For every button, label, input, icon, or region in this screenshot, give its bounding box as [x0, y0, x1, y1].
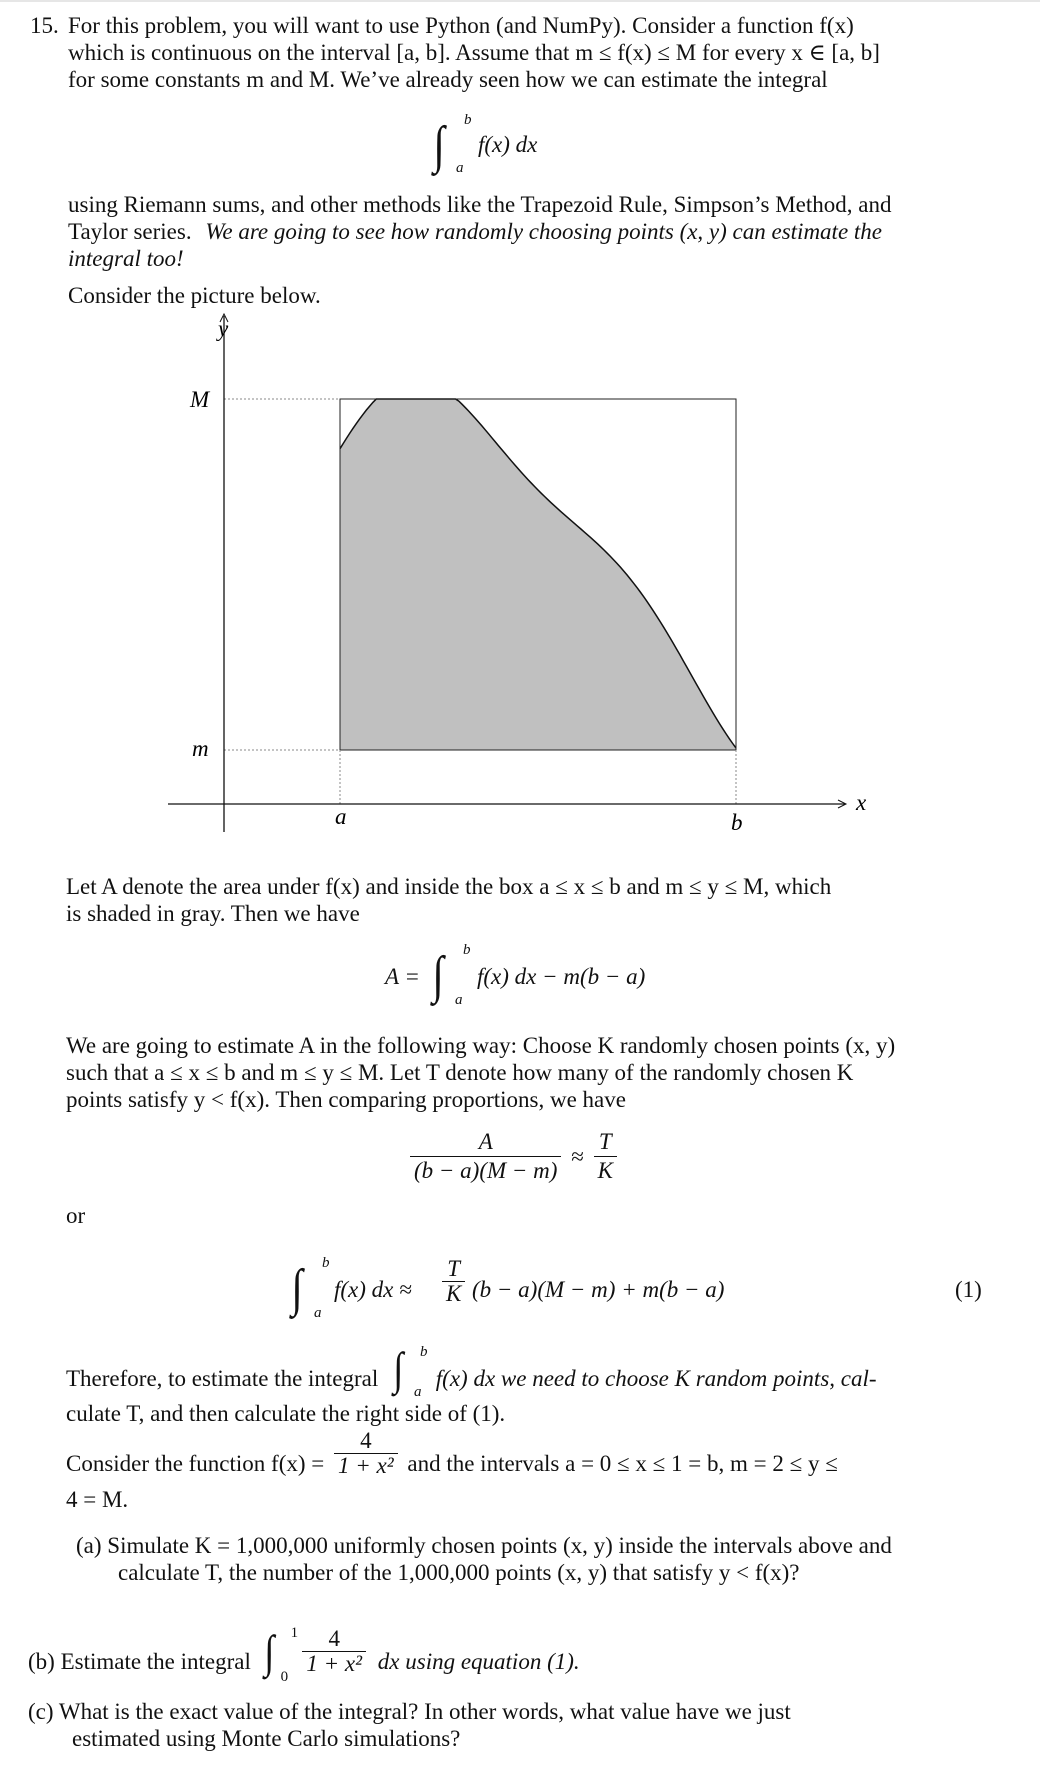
methods-line-3: integral too! [68, 246, 184, 271]
intro-line-3: for some constants m and M. We’ve already seen how we can estimate the integral [68, 67, 828, 92]
function-a: Consider the function f(x) = [66, 1451, 325, 1476]
function-frac-den: 1 + x² [338, 1453, 394, 1479]
fraction-A-num: A [410, 1128, 561, 1157]
therefore-integral-sign: ∫ [393, 1343, 404, 1394]
area-line-1: Let A denote the area under f(x) and inside the box a ≤ x ≤ b and m ≤ y ≤ M, which [66, 874, 832, 899]
integral-sign: ∫ [433, 117, 445, 174]
eq1-upper-limit: b [322, 1255, 330, 1271]
part-b-integral [257, 1625, 299, 1685]
figure [150, 310, 870, 840]
eq1-lhs: f(x) dx ≈ [334, 1277, 412, 1302]
M-label: M [190, 387, 210, 412]
part-b-upper: 1 [290, 1625, 299, 1641]
area-eq-rhs: f(x) dx − m(b − a) [477, 964, 646, 989]
fraction-A-den: (b − a)(M − m) [414, 1158, 558, 1183]
part-b-a: (b) Estimate the integral [28, 1649, 251, 1674]
therefore-integral [384, 1343, 430, 1400]
intro-line-1: For this problem, you will want to use Python (and NumPy). Consider a function f(x) [68, 13, 854, 38]
methods-line-2-b: We are going to see how randomly choosing points (x, y) can estimate the [205, 219, 883, 244]
top-rule [0, 0, 1040, 2]
a-label: a [335, 804, 347, 829]
therefore-lower: a [414, 1384, 422, 1400]
fraction-T-num: T [594, 1128, 617, 1157]
area-upper-limit: b [463, 942, 471, 958]
therefore-line-2: culate T, and then calculate the right side of (1). [66, 1401, 506, 1426]
area-integral-sign: ∫ [432, 947, 444, 1004]
equation-number: (1) [955, 1277, 982, 1302]
methods-line-2-a: Taylor series. [68, 219, 192, 244]
upper-limit: b [464, 112, 472, 128]
eq1-rhs: (b − a)(M − m) + m(b − a) [472, 1277, 725, 1302]
fraction-T [594, 1128, 617, 1185]
shaded-area [340, 399, 736, 750]
therefore-upper: b [420, 1344, 428, 1360]
part-b-integral-sign: ∫ [263, 1626, 275, 1677]
eq1-frac-num: T [442, 1257, 465, 1282]
eq1-frac-den: K [446, 1281, 462, 1306]
approx-sign: ≈ [571, 1143, 584, 1169]
therefore-b: f(x) dx we need to choose K random points, cal- [435, 1366, 877, 1391]
estimate-line-1: We are going to estimate A in the following way: Choose K randomly chosen points (x, y) [66, 1033, 896, 1058]
integrand: f(x) dx [478, 132, 538, 157]
proportion-equation [410, 1128, 617, 1185]
part-b-fraction [302, 1627, 366, 1676]
fraction-A [410, 1128, 561, 1185]
eq1-fraction [442, 1257, 465, 1306]
estimate-line-3: points satisfy y < f(x). Then comparing proportions, we have [66, 1087, 626, 1112]
fraction-T-den: K [597, 1158, 613, 1183]
function-line-1 [66, 1428, 838, 1479]
function-frac-num: 4 [334, 1429, 398, 1454]
methods-line-2 [68, 218, 882, 245]
area-equation [385, 940, 705, 1010]
part-b-frac-den: 1 + x² [306, 1651, 363, 1677]
area-eq-lhs: A = [385, 964, 420, 989]
part-b-frac-num: 4 [302, 1627, 366, 1652]
therefore-a: Therefore, to estimate the integral [66, 1366, 379, 1391]
problem-number: 15. [30, 13, 59, 38]
y-label: y [218, 316, 229, 341]
estimate-line-2: such that a ≤ x ≤ b and m ≤ y ≤ M. Let T denote how many of the randomly chosen K [66, 1060, 854, 1085]
function-line-2: 4 = M. [66, 1487, 129, 1512]
part-b-lower: 0 [280, 1669, 289, 1685]
part-c-line-1: (c) What is the exact value of the integral? In other words, what value have we just [28, 1699, 791, 1724]
function-b: and the intervals a = 0 ≤ x ≤ 1 = b, m = 2 ≤ y ≤ [407, 1451, 838, 1476]
therefore-line-1 [66, 1343, 877, 1400]
methods-line-1: using Riemann sums, and other methods like the Trapezoid Rule, Simpson’s Method, and [68, 192, 892, 217]
eq1-lower-limit: a [314, 1305, 322, 1321]
lower-limit: a [456, 160, 464, 176]
display-integral [432, 110, 632, 180]
intro-line-2: which is continuous on the interval [a, b]. Assume that m ≤ f(x) ≤ M for every x ∈ [a, b] [68, 40, 880, 65]
function-fraction [334, 1429, 398, 1478]
equation-1 [290, 1255, 770, 1325]
part-a-line-2: calculate T, the number of the 1,000,000 points (x, y) that satisfy y < f(x)? [118, 1560, 800, 1585]
eq1-integral-sign: ∫ [291, 1260, 303, 1317]
part-c-line-2: estimated using Monte Carlo simulations? [72, 1726, 461, 1751]
x-label: x [856, 790, 867, 815]
b-label: b [731, 810, 743, 835]
part-b-b: dx using equation (1). [377, 1649, 580, 1674]
area-lower-limit: a [455, 992, 463, 1008]
or-word: or [66, 1203, 86, 1228]
part-a-line-1: (a) Simulate K = 1,000,000 uniformly chosen points (x, y) inside the intervals above and [76, 1533, 892, 1558]
part-b [28, 1625, 580, 1685]
consider-picture: Consider the picture below. [68, 283, 321, 308]
m-label: m [192, 736, 209, 761]
area-line-2: is shaded in gray. Then we have [66, 901, 360, 926]
